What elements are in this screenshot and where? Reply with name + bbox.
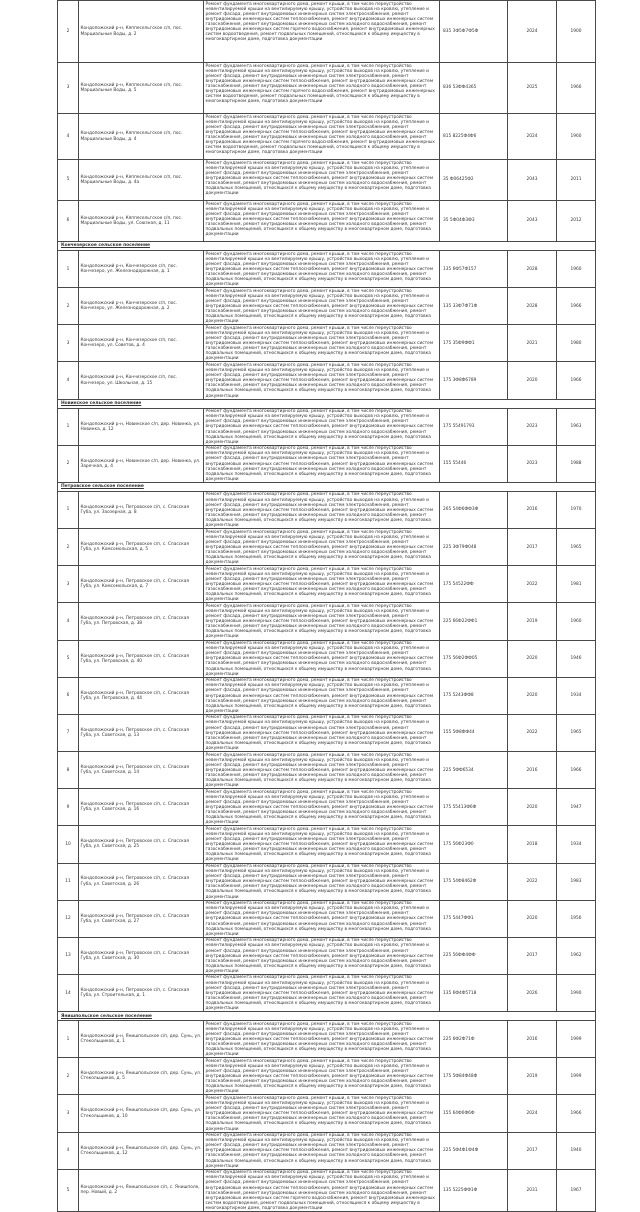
build-year-cell: 1960 (557, 114, 596, 160)
row-number: 5 (58, 1169, 79, 1211)
cadastral-number-cell: 175 5Ф84Ф48Ф (440, 1058, 508, 1095)
build-year-cell: 1965 (557, 714, 596, 751)
row-number: 3 (58, 566, 79, 603)
address-cell: Кондопожский р-н, Новинское с/п, дер. Новинка, ул. Новинка, д. 12 (79, 408, 204, 445)
row-number: 3 (58, 1095, 79, 1132)
section-header-row (58, 482, 596, 491)
works-cell: Ремонт фундамента многоквартирного дома, ремонт крыши, в том числе переустройство невентилируемой крыши на вентилируемую крышу, устройство выходов на кровлю, утепление и ремонт фасада, ремонт внутридомовых инженерных систем электроснабжения, ремонт внутридомовых инженерных систем теплоснабжения, ремонт внутридомовых инженерных систем газоснабжения, ремонт внутридомовых инженерных систем холодного водоснабжения, ремонт подвальных помещений, относящихся к общему имуществу в многоквартирном доме, подготовка документации (204, 640, 440, 677)
build-year-cell: 1967 (557, 1169, 596, 1211)
works-cell: Ремонт фундамента многоквартирного дома, ремонт крыши, в том числе переустройство невентилируемой крыши на вентилируемую крышу, устройство выходов на кровлю, утепление и ремонт фасада, ремонт внутридомовых инженерных систем электроснабжения, ремонт внутридомовых инженерных систем теплоснабжения, ремонт внутридомовых инженерных систем газоснабжения, ремонт внутридомовых инженерных систем холодного водоснабжения, ремонт подвальных помещений, относящихся к общему имуществу в многоквартирном доме, подготовка документации (204, 251, 440, 288)
row-number: 3 (58, 325, 79, 362)
build-year-cell: 1966 (557, 1095, 596, 1132)
works-cell: Ремонт фундамента многоквартирного дома, ремонт крыши, в том числе переустройство невентилируемой крыши на вентилируемую крышу, устройство выходов на кровлю, утепление и ремонт фасада, ремонт внутридомовых инженерных систем электроснабжения, ремонт внутридомовых инженерных систем теплоснабжения, ремонт внутридомовых инженерных систем газоснабжения, ремонт внутридомовых инженерных систем холодного водоснабжения, ремонт подвальных помещений, относящихся к общему имуществу в многоквартирном доме, подготовка документации (204, 408, 440, 445)
address-cell: Кондопожский р-н, Янишпольское с/п, дер. Сунь, ул. Стекольщиков, д. 10 (79, 1095, 204, 1132)
repair-year-cell: 2021 (508, 325, 557, 362)
address-cell: Кондопожский р-н, Янишпольское с/п, дер. Сунь, ул. Стекольщиков, д. 12 (79, 1132, 204, 1169)
cadastral-number-cell: 175 5243ФФ8 (440, 677, 508, 714)
repair-year-cell: 2025 (508, 63, 557, 114)
row-number: 6 (58, 201, 79, 242)
row-number: 7 (58, 714, 79, 751)
row-number: 4 (58, 362, 79, 399)
row-number: 1 (58, 1021, 79, 1058)
repair-year-cell: 2020 (508, 900, 557, 937)
works-cell: Ремонт фундамента многоквартирного дома, ремонт крыши, в том числе переустройство невентилируемой крыши на вентилируемую крышу, устройство выходов на кровлю, утепление и ремонт фасада, ремонт внутридомовых инженерных систем электроснабжения, ремонт внутридомовых инженерных систем теплоснабжения, ремонт внутридомовых инженерных систем газоснабжения, ремонт внутридомовых инженерных систем холодного водоснабжения, ремонт внутридомовых инженерных систем горячего водоснабжения, ремонт внутридомовых инженерных систем водоотведения, ремонт подвальных помещений, относящихся к общему имуществу в многоквартирном доме, подготовка документации (204, 1, 440, 63)
repair-year-cell: 2028 (508, 251, 557, 288)
cadastral-number-cell: 135 5225ФФ1Ф (440, 1169, 508, 1211)
row-number: 10 (58, 826, 79, 863)
build-year-cell: 1966 (557, 288, 596, 325)
cadastral-number-cell: 836 53ФФ4365 (440, 63, 508, 114)
address-cell: Кондопожский р-н, Петровское с/п, с. Спасская Губа, ул. Советская, д. 16 (79, 789, 204, 826)
repair-year-cell: 2026 (508, 974, 557, 1011)
works-cell: Ремонт фундамента многоквартирного дома, ремонт крыши, в том числе переустройство невентилируемой крыши на вентилируемую крышу, устройство выходов на кровлю, утепление и ремонт фасада, ремонт внутридомовых инженерных систем электроснабжения, ремонт внутридомовых инженерных систем теплоснабжения, ремонт внутридомовых инженерных систем газоснабжения, ремонт внутридомовых инженерных систем холодного водоснабжения, ремонт подвальных помещений, относящихся к общему имуществу в многоквартирном доме, подготовка документации (204, 937, 440, 974)
works-cell: Ремонт фундамента многоквартирного дома, ремонт крыши, в том числе переустройство невентилируемой крыши на вентилируемую крышу, устройство выходов на кровлю, утепление и ремонт фасада, ремонт внутридомовых инженерных систем электроснабжения, ремонт внутридомовых инженерных систем теплоснабжения, ремонт внутридомовых инженерных систем газоснабжения, ремонт внутридомовых инженерных систем холодного водоснабжения, ремонт подвальных помещений, относящихся к общему имуществу в многоквартирном доме, подготовка документации (204, 677, 440, 714)
build-year-cell: 1990 (557, 974, 596, 1011)
build-year-cell: 1900 (557, 1, 596, 63)
works-cell: Ремонт фундамента многоквартирного дома, ремонт крыши, в том числе переустройство невентилируемой крыши на вентилируемую крышу, устройство выходов на кровлю, утепление и ремонт фасада, ремонт внутридомовых инженерных систем электроснабжения, ремонт внутридомовых инженерных систем теплоснабжения, ремонт внутридомовых инженерных систем газоснабжения, ремонт внутридомовых инженерных систем холодного водоснабжения, ремонт внутридомовых инженерных систем горячего водоснабжения, ремонт внутридомовых инженерных систем водоотведения, ремонт подвальных помещений, относящихся к общему имуществу в многоквартирном доме, подготовка документации (204, 114, 440, 160)
address-cell: Кондопожский р-н, Петровское с/п, с. Спасская Губа, ул. Советская, д. 14 (79, 752, 204, 789)
works-cell: Ремонт фундамента многоквартирного дома, ремонт крыши, в том числе переустройство невентилируемой крыши на вентилируемую крышу, устройство выходов на кровлю, утепление и ремонт фасада, ремонт внутридомовых инженерных систем электроснабжения, ремонт внутридомовых инженерных систем теплоснабжения, ремонт внутридомовых инженерных систем газоснабжения, ремонт внутридомовых инженерных систем холодного водоснабжения, ремонт подвальных помещений, относящихся к общему имуществу в многоквартирном доме, подготовка документации (204, 1132, 440, 1169)
address-cell: Кондопожский р-н, Кяппесельгское с/п, пос. Марциальные Воды, д. 5 (79, 63, 204, 114)
works-cell: Ремонт фундамента многоквартирного дома, ремонт крыши, в том числе переустройство невентилируемой крыши на вентилируемую крышу, устройство выходов на кровлю, утепление и ремонт фасада, ремонт внутридомовых инженерных систем электроснабжения, ремонт внутридомовых инженерных систем теплоснабжения, ремонт внутридомовых инженерных систем газоснабжения, ремонт внутридомовых инженерных систем холодного водоснабжения, ремонт подвальных помещений, относящихся к общему имуществу в многоквартирном доме, подготовка документации (204, 288, 440, 325)
repair-year-cell: 2023 (508, 445, 557, 482)
table-row (58, 1095, 596, 1132)
row-number: 1 (58, 251, 79, 288)
repair-year-cell: 2024 (508, 1, 557, 63)
row-number: 2 (58, 529, 79, 566)
repair-year-cell: 2020 (508, 640, 557, 677)
repair-year-cell: 2028 (508, 288, 557, 325)
cadastral-number-cell: 175 54522ФФ (440, 566, 508, 603)
repair-year-cell: 2031 (508, 1169, 557, 1211)
address-cell: Кондопожский р-н, Петровское с/п, с. Спасская Губа, ул. Советская, д. 27 (79, 900, 204, 937)
repair-year-cell: 2020 (508, 677, 557, 714)
cadastral-number-cell: 175 3Ф8Ф6789 (440, 362, 508, 399)
build-year-cell: 1960 (557, 603, 596, 640)
build-year-cell: 1999 (557, 1021, 596, 1058)
works-cell: Ремонт фундамента многоквартирного дома, ремонт крыши, в том числе переустройство невентилируемой крыши на вентилируемую крышу, устройство выходов на кровлю, утепление и ремонт фасада, ремонт внутридомовых инженерных систем электроснабжения, ремонт внутридомовых инженерных систем теплоснабжения, ремонт внутридомовых инженерных систем газоснабжения, ремонт внутридомовых инженерных систем холодного водоснабжения, ремонт подвальных помещений, относящихся к общему имуществу в многоквартирном доме, подготовка документации (204, 863, 440, 900)
table-row (58, 362, 596, 399)
works-cell: Ремонт фундамента многоквартирного дома, ремонт крыши, в том числе переустройство невентилируемой крыши на вентилируемую крышу, устройство выходов на кровлю, утепление и ремонт фасада, ремонт внутридомовых инженерных систем электроснабжения, ремонт внутридомовых инженерных систем теплоснабжения, ремонт внутридомовых инженерных систем газоснабжения, ремонт внутридомовых инженерных систем холодного водоснабжения, ремонт подвальных помещений, относящихся к общему имуществу в многоквартирном доме, подготовка документации (204, 160, 440, 201)
address-cell: Кондопожский р-н, Кончезерское с/п, пос. Кончезеро, ул. Школьная, д. 15 (79, 362, 204, 399)
row-number: 3 (58, 63, 79, 114)
table-row (58, 1169, 596, 1211)
row-number: 12 (58, 900, 79, 937)
works-cell: Ремонт фундамента многоквартирного дома, ремонт крыши, в том числе переустройство невентилируемой крыши на вентилируемую крышу, устройство выходов на кровлю, утепление и ремонт фасада, ремонт внутридомовых инженерных систем электроснабжения, ремонт внутридомовых инженерных систем теплоснабжения, ремонт внутридомовых инженерных систем газоснабжения, ремонт внутридомовых инженерных систем холодного водоснабжения, ремонт подвальных помещений, относящихся к общему имуществу в многоквартирном доме, подготовка документации (204, 714, 440, 751)
table-row (58, 900, 596, 937)
cadastral-number-cell: 135 33Ф7Ф71Ф (440, 288, 508, 325)
works-cell: Ремонт фундамента многоквартирного дома, ремонт крыши, в том числе переустройство невентилируемой крыши на вентилируемую крышу, устройство выходов на кровлю, утепление и ремонт фасада, ремонт внутридомовых инженерных систем электроснабжения, ремонт внутридомовых инженерных систем теплоснабжения, ремонт внутридомовых инженерных систем газоснабжения, ремонт внутридомовых инженерных систем холодного водоснабжения, ремонт подвальных помещений, относящихся к общему имуществу в многоквартирном доме, подготовка документации (204, 1021, 440, 1058)
table-row (58, 529, 596, 566)
section-title: Янишпольское сельское поселение (58, 1012, 596, 1021)
build-year-cell: 1966 (557, 362, 596, 399)
row-number: 4 (58, 1132, 79, 1169)
works-cell: Ремонт фундамента многоквартирного дома, ремонт крыши, в том числе переустройство невентилируемой крыши на вентилируемую крышу, устройство выходов на кровлю, утепление и ремонт фасада, ремонт внутридомовых инженерных систем электроснабжения, ремонт внутридомовых инженерных систем теплоснабжения, ремонт внутридомовых инженерных систем газоснабжения, ремонт внутридомовых инженерных систем холодного водоснабжения, ремонт внутридомовых инженерных систем горячего водоснабжения, ремонт внутридомовых инженерных систем водоотведения, ремонт подвальных помещений, относящихся к общему имуществу в многоквартирном доме, подготовка документации (204, 1169, 440, 1211)
address-cell: Кондопожский р-н, Янишпольское с/п, дер. Сунь, ул. Стекольщиков, д. 5 (79, 1058, 204, 1095)
works-cell: Ремонт фундамента многоквартирного дома, ремонт крыши, в том числе переустройство невентилируемой крыши на вентилируемую крышу, устройство выходов на кровлю, утепление и ремонт фасада, ремонт внутридомовых инженерных систем электроснабжения, ремонт внутридомовых инженерных систем теплоснабжения, ремонт внутридомовых инженерных систем газоснабжения, ремонт внутридомовых инженерных систем холодного водоснабжения, ремонт подвальных помещений, относящихся к общему имуществу в многоквартирном доме, подготовка документации (204, 789, 440, 826)
address-cell: Кондопожский р-н, Янишпольское с/п, дер. Сунь, ул. Стекольщиков, д. 1 (79, 1021, 204, 1058)
section-header-row (58, 242, 596, 251)
row-number: 4 (58, 114, 79, 160)
repair-year-cell: 2024 (508, 114, 557, 160)
repair-year-cell: 2019 (508, 1058, 557, 1095)
build-year-cell: 1947 (557, 789, 596, 826)
table-row (58, 325, 596, 362)
address-cell: Кондопожский р-н, Кончезерское с/п, пос. Кончезеро, ул. Железнодорожная, д. 1 (79, 251, 204, 288)
section-header-row (58, 1012, 596, 1021)
works-cell: Ремонт фундамента многоквартирного дома, ремонт крыши, в том числе переустройство невентилируемой крыши на вентилируемую крышу, устройство выходов на кровлю, утепление и ремонт фасада, ремонт внутридомовых инженерных систем электроснабжения, ремонт внутридомовых инженерных систем теплоснабжения, ремонт внутридомовых инженерных систем газоснабжения, ремонт внутридомовых инженерных систем холодного водоснабжения, ремонт подвальных помещений, относящихся к общему имуществу в многоквартирном доме, подготовка документации (204, 900, 440, 937)
build-year-cell: 1956 (557, 900, 596, 937)
cadastral-number-cell: 135 6Ф57Ф157 (440, 251, 508, 288)
address-cell: Кондопожский р-н, Янишпольское с/п, с. Янишполе, пер. Новый, д. 2 (79, 1169, 204, 1211)
address-cell: Кондопожский р-н, Кяппесельгское с/п, пос. Марциальные Воды, д. 4 (79, 114, 204, 160)
cadastral-number-cell: 815 8225Ф4Ф6 (440, 114, 508, 160)
repair-year-cell: 2022 (508, 863, 557, 900)
repair-year-cell: 2020 (508, 789, 557, 826)
works-cell: Ремонт фундамента многоквартирного дома, ремонт крыши, в том числе переустройство невентилируемой крыши на вентилируемую крышу, устройство выходов на кровлю, утепление и ремонт фасада, ремонт внутридомовых инженерных систем электроснабжения, ремонт внутридомовых инженерных систем теплоснабжения, ремонт внутридомовых инженерных систем газоснабжения, ремонт внутридомовых инженерных систем холодного водоснабжения, ремонт подвальных помещений, относящихся к общему имуществу в многоквартирном доме, подготовка документации (204, 201, 440, 242)
build-year-cell: 1966 (557, 63, 596, 114)
address-cell: Кондопожский р-н, Кончезерское с/п, пос. Кончезеро, ул. Советов, д. 4 (79, 325, 204, 362)
build-year-cell: 1934 (557, 826, 596, 863)
table-row (58, 1021, 596, 1058)
capital-repair-table (57, 0, 596, 1212)
table-row (58, 566, 596, 603)
address-cell: Кондопожский р-н, Петровское с/п, с. Спасская Губа, ул. Петровская, д. 38 (79, 603, 204, 640)
repair-year-cell: 2024 (508, 1095, 557, 1132)
build-year-cell: 1970 (557, 491, 596, 528)
table-row (58, 863, 596, 900)
cadastral-number-cell: 225 5ФФ6534 (440, 752, 508, 789)
address-cell: Кондопожский р-н, Кяппесельгское с/п, пос. Марциальные Воды, д. 4а (79, 160, 204, 201)
table-row (58, 640, 596, 677)
repair-year-cell: 2019 (508, 603, 557, 640)
cadastral-number-cell: 155 64Ф6Ф6Ф (440, 1095, 508, 1132)
section-title: Новинское сельское поселение (58, 399, 596, 408)
cadastral-number-cell: 155 55446 (440, 445, 508, 482)
section-title: Кончезерское сельское поселение (58, 242, 596, 251)
table-row (58, 63, 596, 114)
works-cell: Ремонт фундамента многоквартирного дома, ремонт крыши, в том числе переустройство невентилируемой крыши на вентилируемую крышу, устройство выходов на кровлю, утепление и ремонт фасада, ремонт внутридомовых инженерных систем электроснабжения, ремонт внутридомовых инженерных систем теплоснабжения, ремонт внутридомовых инженерных систем газоснабжения, ремонт внутридомовых инженерных систем холодного водоснабжения, ремонт подвальных помещений, относящихся к общему имуществу в многоквартирном доме, подготовка документации (204, 603, 440, 640)
row-number: 5 (58, 640, 79, 677)
row-number: 4 (58, 603, 79, 640)
build-year-cell: 1988 (557, 445, 596, 482)
cadastral-number-cell: 265 54Ф6ФФ3Ф (440, 491, 508, 528)
section-header-row (58, 399, 596, 408)
works-cell: Ремонт фундамента многоквартирного дома, ремонт крыши, в том числе переустройство невентилируемой крыши на вентилируемую крышу, устройство выходов на кровлю, утепление и ремонт фасада, ремонт внутридомовых инженерных систем электроснабжения, ремонт внутридомовых инженерных систем теплоснабжения, ремонт внутридомовых инженерных систем газоснабжения, ремонт внутридомовых инженерных систем холодного водоснабжения, ремонт подвальных помещений, относящихся к общему имуществу в многоквартирном доме, подготовка документации (204, 974, 440, 1011)
repair-year-cell: 2043 (508, 160, 557, 201)
cadastral-number-cell: 175 54Ф8462Ф (440, 863, 508, 900)
works-cell: Ремонт фундамента многоквартирного дома, ремонт крыши, в том числе переустройство невентилируемой крыши на вентилируемую крышу, устройство выходов на кровлю, утепление и ремонт фасада, ремонт внутридомовых инженерных систем электроснабжения, ремонт внутридомовых инженерных систем теплоснабжения, ремонт внутридомовых инженерных систем газоснабжения, ремонт внутридомовых инженерных систем холодного водоснабжения, ремонт подвальных помещений, относящихся к общему имуществу в многоквартирном доме, подготовка документации (204, 1058, 440, 1095)
repair-year-cell: 2022 (508, 566, 557, 603)
document-page (57, 0, 595, 1212)
works-cell: Ремонт фундамента многоквартирного дома, ремонт крыши, в том числе переустройство невентилируемой крыши на вентилируемую крышу, устройство выходов на кровлю, утепление и ремонт фасада, ремонт внутридомовых инженерных систем электроснабжения, ремонт внутридомовых инженерных систем теплоснабжения, ремонт внутридомовых инженерных систем газоснабжения, ремонт внутридомовых инженерных систем холодного водоснабжения, ремонт подвальных помещений, относящихся к общему имуществу в многоквартирном доме, подготовка документации (204, 445, 440, 482)
build-year-cell: 1980 (557, 325, 596, 362)
address-cell: Кондопожский р-н, Петровское с/п, с. Спасская Губа, ул. Заозерная, д. 8 (79, 491, 204, 528)
row-number: 2 (58, 1058, 79, 1095)
build-year-cell: 2011 (557, 160, 596, 201)
build-year-cell: 1983 (557, 863, 596, 900)
cadastral-number-cell: 175 35Ф9ФФ1 (440, 325, 508, 362)
repair-year-cell: 2020 (508, 362, 557, 399)
address-cell: Кондопожский р-н, Петровское с/п, с. Спасская Губа, ул. Советская, д. 30 (79, 937, 204, 974)
address-cell: Кондопожский р-н, Кончезерское с/п, пос. Кончезеро, ул. Железнодорожная, д. 2 (79, 288, 204, 325)
table-row (58, 714, 596, 751)
row-number: 14 (58, 974, 79, 1011)
table-row (58, 826, 596, 863)
table-row (58, 752, 596, 789)
address-cell: Кондопожский р-н, Новинское с/п, дер. Новинка, ул. Заречная, д. 4 (79, 445, 204, 482)
table-row (58, 288, 596, 325)
row-number: 13 (58, 937, 79, 974)
cadastral-number-cell: 225 3Ф79Ф048 (440, 529, 508, 566)
table-row (58, 491, 596, 528)
repair-year-cell: 2017 (508, 1132, 557, 1169)
row-number: 5 (58, 160, 79, 201)
row-number: 11 (58, 863, 79, 900)
address-cell: Кондопожский р-н, Петровское с/п, с. Спасская Губа, ул. Советская, д. 13 (79, 714, 204, 751)
build-year-cell: 2012 (557, 201, 596, 242)
build-year-cell: 1946 (557, 640, 596, 677)
build-year-cell: 1981 (557, 566, 596, 603)
works-cell: Ремонт фундамента многоквартирного дома, ремонт крыши, в том числе переустройство невентилируемой крыши на вентилируемую крышу, устройство выходов на кровлю, утепление и ремонт фасада, ремонт внутридомовых инженерных систем электроснабжения, ремонт внутридомовых инженерных систем теплоснабжения, ремонт внутридомовых инженерных систем газоснабжения, ремонт внутридомовых инженерных систем холодного водоснабжения, ремонт внутридомовых инженерных систем горячего водоснабжения, ремонт внутридомовых инженерных систем водоотведения, ремонт подвальных помещений, относящихся к общему имуществу в многоквартирном доме, подготовка документации (204, 63, 440, 114)
address-cell: Кондопожский р-н, Петровское с/п, с. Спасская Губа, ул. Советская, д. 25 (79, 826, 204, 863)
cadastral-number-cell: 225 66Ф22ФФ1 (440, 603, 508, 640)
row-number: 2 (58, 1, 79, 63)
build-year-cell: 1934 (557, 677, 596, 714)
works-cell: Ремонт фундамента многоквартирного дома, ремонт крыши, в том числе переустройство невентилируемой крыши на вентилируемую крышу, устройство выходов на кровлю, утепление и ремонт фасада, ремонт внутридомовых инженерных систем электроснабжения, ремонт внутридомовых инженерных систем теплоснабжения, ремонт внутридомовых инженерных систем газоснабжения, ремонт внутридомовых инженерных систем холодного водоснабжения, ремонт подвальных помещений, относящихся к общему имуществу в многоквартирном доме, подготовка документации (204, 1095, 440, 1132)
cadastral-number-cell: 175 55413Ф6Ф (440, 789, 508, 826)
address-cell: Кондопожский р-н, Петровское с/п, с. Спасская Губа, ул. Комсомольская, д. 7 (79, 566, 204, 603)
table-row (58, 251, 596, 288)
build-year-cell: 1999 (557, 1058, 596, 1095)
table-row (58, 114, 596, 160)
table-row (58, 677, 596, 714)
works-cell: Ремонт фундамента многоквартирного дома, ремонт крыши, в том числе переустройство невентилируемой крыши на вентилируемую крышу, устройство выходов на кровлю, утепление и ремонт фасада, ремонт внутридомовых инженерных систем электроснабжения, ремонт внутридомовых инженерных систем теплоснабжения, ремонт внутридомовых инженерных систем газоснабжения, ремонт внутридомовых инженерных систем холодного водоснабжения, ремонт подвальных помещений, относящихся к общему имуществу в многоквартирном доме, подготовка документации (204, 566, 440, 603)
works-cell: Ремонт фундамента многоквартирного дома, ремонт крыши, в том числе переустройство невентилируемой крыши на вентилируемую крышу, устройство выходов на кровлю, утепление и ремонт фасада, ремонт внутридомовых инженерных систем электроснабжения, ремонт внутридомовых инженерных систем теплоснабжения, ремонт внутридомовых инженерных систем газоснабжения, ремонт внутридомовых инженерных систем холодного водоснабжения, ремонт подвальных помещений, относящихся к общему имуществу в многоквартирном доме, подготовка документации (204, 826, 440, 863)
table-row (58, 974, 596, 1011)
repair-year-cell: 2017 (508, 529, 557, 566)
address-cell: Кондопожский р-н, Петровское с/п, с. Спасская Губа, ул. Петровская, д. 40 (79, 640, 204, 677)
row-number: 1 (58, 491, 79, 528)
repair-year-cell: 2016 (508, 491, 557, 528)
cadastral-number-cell: 135 6Ф4Ф5718 (440, 974, 508, 1011)
cadastral-number-cell: 175 55491793 (440, 408, 508, 445)
works-cell: Ремонт фундамента многоквартирного дома, ремонт крыши, в том числе переустройство невентилируемой крыши на вентилируемую крышу, устройство выходов на кровлю, утепление и ремонт фасада, ремонт внутридомовых инженерных систем электроснабжения, ремонт внутридомовых инженерных систем теплоснабжения, ремонт внутридомовых инженерных систем газоснабжения, ремонт внутридомовых инженерных систем холодного водоснабжения, ремонт подвальных помещений, относящихся к общему имуществу в многоквартирном доме, подготовка документации (204, 529, 440, 566)
table-row (58, 445, 596, 482)
build-year-cell: 1960 (557, 251, 596, 288)
cadastral-number-cell: 155 5Ф8ФФ44 (440, 714, 508, 751)
works-cell: Ремонт фундамента многоквартирного дома, ремонт крыши, в том числе переустройство невентилируемой крыши на вентилируемую крышу, устройство выходов на кровлю, утепление и ремонт фасада, ремонт внутридомовых инженерных систем электроснабжения, ремонт внутридомовых инженерных систем теплоснабжения, ремонт внутридомовых инженерных систем газоснабжения, ремонт внутридомовых инженерных систем холодного водоснабжения, ремонт подвальных помещений, относящихся к общему имуществу в многоквартирном доме, подготовка документации (204, 362, 440, 399)
cadastral-number-cell: 225 5Ф4Ф1Ф4Ф (440, 1132, 508, 1169)
row-number: 8 (58, 752, 79, 789)
repair-year-cell: 2023 (508, 408, 557, 445)
address-cell: Кондопожский р-н, Петровское с/п, с. Спасская Губа, ул. Строительная, д. 1 (79, 974, 204, 1011)
table-row (58, 603, 596, 640)
build-year-cell: 1965 (557, 529, 596, 566)
cadastral-number-cell: 225 56ФФ4ФФ (440, 937, 508, 974)
build-year-cell: 1963 (557, 408, 596, 445)
table-row (58, 789, 596, 826)
works-cell: Ремонт фундамента многоквартирного дома, ремонт крыши, в том числе переустройство невентилируемой крыши на вентилируемую крышу, устройство выходов на кровлю, утепление и ремонт фасада, ремонт внутридомовых инженерных систем электроснабжения, ремонт внутридомовых инженерных систем теплоснабжения, ремонт внутридомовых инженерных систем газоснабжения, ремонт внутридомовых инженерных систем холодного водоснабжения, ремонт подвальных помещений, относящихся к общему имуществу в многоквартирном доме, подготовка документации (204, 325, 440, 362)
build-year-cell: 1966 (557, 752, 596, 789)
row-number: 2 (58, 288, 79, 325)
repair-year-cell: 2016 (508, 752, 557, 789)
address-cell: Кондопожский р-н, Петровское с/п, с. Спасская Губа, ул. Советская, д. 26 (79, 863, 204, 900)
table-row (58, 1132, 596, 1169)
row-number: 2 (58, 445, 79, 482)
row-number: 9 (58, 789, 79, 826)
repair-year-cell: 2022 (508, 714, 557, 751)
repair-year-cell: 2018 (508, 826, 557, 863)
repair-year-cell: 2043 (508, 201, 557, 242)
table-row (58, 201, 596, 242)
address-cell: Кондопожский р-н, Петровское с/п, с. Спасская Губа, ул. Комсомольская, д. 5 (79, 529, 204, 566)
build-year-cell: 1962 (557, 937, 596, 974)
table-row (58, 1058, 596, 1095)
table-row (58, 160, 596, 201)
cadastral-number-cell: 175 5447ФФ1 (440, 900, 508, 937)
address-cell: Кондопожский р-н, Кяппесельгское с/п, пос. Марциальные Воды, д. 2 (79, 1, 204, 63)
cadastral-number-cell: 175 56Ф2ФФ05 (440, 640, 508, 677)
row-number: 6 (58, 677, 79, 714)
works-cell: Ремонт фундамента многоквартирного дома, ремонт крыши, в том числе переустройство невентилируемой крыши на вентилируемую крышу, устройство выходов на кровлю, утепление и ремонт фасада, ремонт внутридомовых инженерных систем электроснабжения, ремонт внутридомовых инженерных систем теплоснабжения, ремонт внутридомовых инженерных систем газоснабжения, ремонт внутридомовых инженерных систем холодного водоснабжения, ремонт подвальных помещений, относящихся к общему имуществу в многоквартирном доме, подготовка документации (204, 491, 440, 528)
repair-year-cell: 2017 (508, 937, 557, 974)
address-cell: Кондопожский р-н, Петровское с/п, с. Спасская Губа, ул. Петровская, д. 44 (79, 677, 204, 714)
repair-year-cell: 2016 (508, 1021, 557, 1058)
address-cell: Кондопожский р-н, Кяппесельгское с/п, пос. Марциальные Воды, ул. Союзная, д. 11 (79, 201, 204, 242)
table-row (58, 408, 596, 445)
table-row (58, 1, 596, 63)
build-year-cell: 1940 (557, 1132, 596, 1169)
cadastral-number-cell: 35 Ф06425Ф2 (440, 160, 508, 201)
works-cell: Ремонт фундамента многоквартирного дома, ремонт крыши, в том числе переустройство невентилируемой крыши на вентилируемую крышу, устройство выходов на кровлю, утепление и ремонт фасада, ремонт внутридомовых инженерных систем электроснабжения, ремонт внутридомовых инженерных систем теплоснабжения, ремонт внутридомовых инженерных систем газоснабжения, ремонт внутридомовых инженерных систем холодного водоснабжения, ремонт подвальных помещений, относящихся к общему имуществу в многоквартирном доме, подготовка документации (204, 752, 440, 789)
cadastral-number-cell: 225 6Ф2Ф71Ф (440, 1021, 508, 1058)
row-number: 1 (58, 408, 79, 445)
table-row (58, 937, 596, 974)
section-title: Петровское сельское поселение (58, 482, 596, 491)
cadastral-number-cell: 835 ЗФ5Ф7Ф5Ф (440, 1, 508, 63)
cadastral-number-cell: 175 56Ф23Ф0 (440, 826, 508, 863)
cadastral-number-cell: 35 5Ф04Ф3Ф3 (440, 201, 508, 242)
